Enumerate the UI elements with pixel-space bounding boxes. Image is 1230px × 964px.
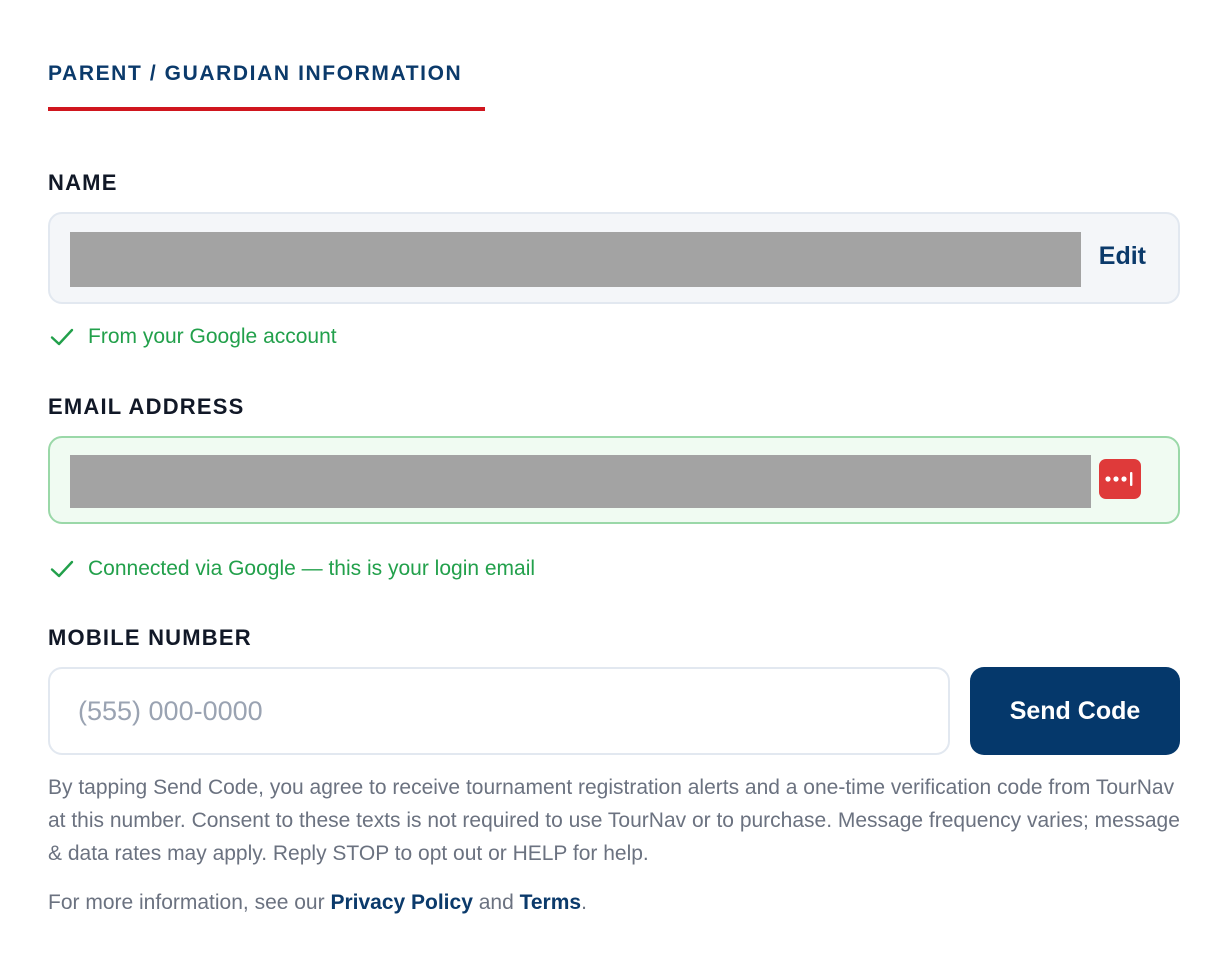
terms-link[interactable]: Terms [519,891,582,914]
email-value-redacted [70,455,1091,508]
mobile-field [48,667,950,755]
email-hint-text: Connected via Google — this is your login email [88,557,536,580]
more-info-conjunction: and [472,891,520,914]
name-field[interactable] [48,212,1180,304]
sms-consent-text: By tapping Send Code, you agree to receive tournament registration alerts and a one-time verification code from TourNav at this number. Consent to these texts is not required to use TourNav or to purchase. Message frequency varies; message & data rates may apply. Reply STOP to opt out or HELP for help. [48,776,1180,865]
name-hint-text: From your Google account [88,325,337,348]
email-hint [48,554,535,584]
password-manager-icon[interactable] [1099,459,1141,499]
send-code-button[interactable]: Send Code [970,667,1180,755]
edit-name-button[interactable]: Edit [1098,242,1146,270]
section-title: PARENT / GUARDIAN INFORMATION [48,62,463,85]
email-field[interactable] [48,436,1180,524]
more-info-suffix: . [581,891,587,914]
check-icon [48,323,76,351]
mobile-number-input[interactable] [50,669,948,753]
privacy-policy-link[interactable]: Privacy Policy [330,891,473,914]
section-title-underline [48,107,485,111]
mobile-label: MOBILE NUMBER [48,625,252,650]
more-info-prefix: For more information, see our [48,891,331,914]
email-label: EMAIL ADDRESS [48,394,245,419]
check-icon [48,555,76,583]
name-value-redacted [70,232,1081,287]
dots-icon [1103,471,1137,487]
more-info-line [48,886,587,919]
name-label: NAME [48,170,118,195]
name-hint [48,322,337,352]
